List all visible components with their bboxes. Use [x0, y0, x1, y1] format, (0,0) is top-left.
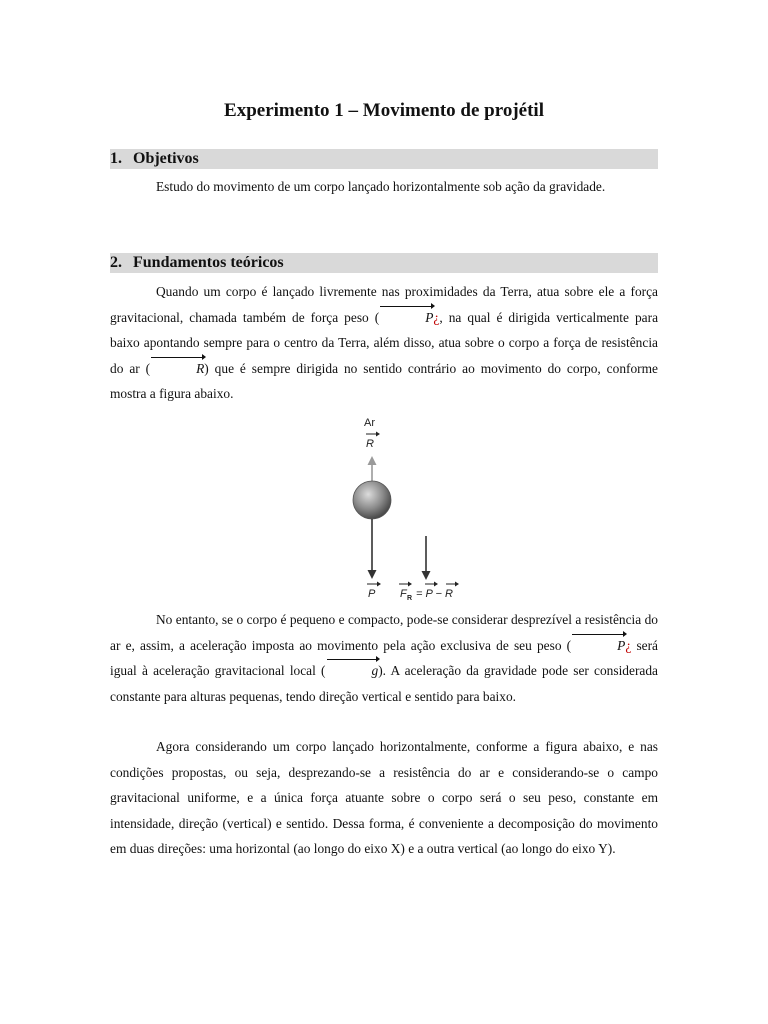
section-heading-fundamentos	[110, 253, 658, 273]
svg-text:F: F	[400, 588, 407, 600]
resultant-equation	[399, 582, 459, 603]
section-heading-objetivos	[110, 149, 658, 169]
paragraph-horizontal-launch: Agora considerando um corpo lançado horizontalmente, conforme a figura abaixo, e nas condições propostas, ou seja, desprezando-se a resistência do ar e considerando-se o campo gravitacional uniforme, e a única força atuante sobre o corpo será o seu peso, constante em intensidade, direção (vertical) e sentido. Dessa forma, é conveniente a decomposição do movimento em duas direções: uma horizontal (ao longo do eixo X) e a outra vertical (ao longo do eixo Y).	[110, 739, 658, 856]
svg-text:P: P	[368, 588, 376, 600]
resultant-arrow	[422, 536, 431, 580]
label-air: Ar	[364, 417, 375, 429]
encoding-glitch: ¿	[625, 637, 632, 653]
section-number: 1.	[110, 150, 122, 167]
vector-g: g	[326, 658, 379, 684]
forces-diagram	[350, 410, 480, 605]
section-title: Objetivos	[133, 150, 199, 167]
page-title: Experimento 1 – Movimento de projétil	[224, 100, 544, 121]
encoding-glitch: ¿	[433, 309, 440, 325]
section-number: 2.	[110, 254, 122, 271]
weight-arrow	[368, 519, 377, 579]
section-title: Fundamentos teóricos	[133, 254, 284, 271]
forces-figure	[350, 410, 480, 605]
vector-p: P	[379, 305, 433, 331]
svg-text:R: R	[407, 595, 413, 602]
vector-p: P	[571, 633, 625, 659]
paragraph-objetivos: Estudo do movimento de um corpo lançado horizontalmente sob ação da gravidade.	[156, 179, 606, 194]
paragraph-negligible-resistance: No entanto, se o corpo é pequeno e compacto, pode-se considerar desprezível a resistência do ar e, assim, a aceleração imposta ao movimento pela ação exclusiva de seu peso ( P¿ será igual à aceleração gravitacional local ( g). A aceleração da gravidade pode ser considerada constante para alturas pequenas, tendo direção vertical e sentido para baixo.	[110, 612, 658, 704]
label-r-vector	[366, 432, 380, 451]
svg-text:= P − R: = P − R	[416, 588, 453, 600]
svg-text:R: R	[366, 438, 374, 450]
ball	[353, 481, 391, 519]
label-p-vector	[367, 582, 381, 601]
paragraph-gravitational-force: Quando um corpo é lançado livremente nas proximidades da Terra, atua sobre ele a força gravitacional, chamada também de força peso ( P¿, na qual é dirigida verticalmente para baixo apontando sempre para o centro da Terra, além disso, atua sobre o corpo a força de resistência do ar ( R) que é sempre dirigida no sentido contrário ao movimento do corpo, conforme mostra a figura abaixo.	[110, 284, 659, 401]
vector-r: R	[150, 356, 204, 382]
